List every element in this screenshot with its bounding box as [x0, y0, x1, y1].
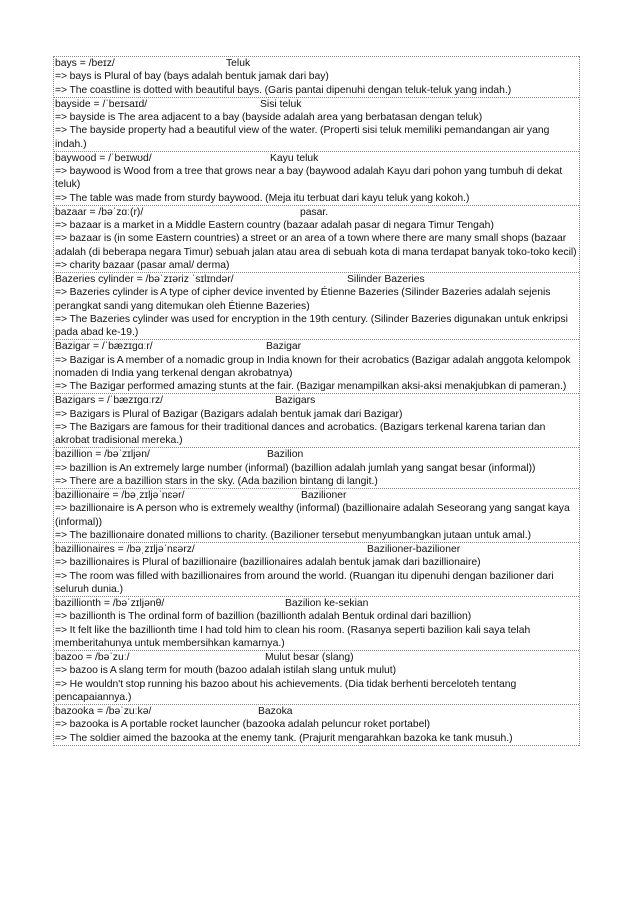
entry-example: => The bazillionaire donated millions to charity. (Bazilioner tersebut menyumbangkan jutaan untuk amal.) — [55, 529, 532, 541]
entry-translation: Teluk — [226, 58, 251, 69]
entry-term: Bazigar = /ˈbæzɪɡɑːr/ — [55, 341, 153, 353]
entry-term: bazillionth = /bəˈzɪljənθ/ — [55, 598, 165, 609]
entry-term: bazillion = /bəˈzɪljən/ — [55, 449, 150, 461]
dictionary-entry — [54, 447, 579, 488]
dictionary-entry — [54, 339, 579, 393]
dictionary-entry — [54, 272, 579, 339]
entry-term: Bazigars = /ˈbæzɪɡɑːrz/ — [55, 395, 164, 407]
entry-translation: Bazigar — [266, 341, 302, 353]
entry-definition: => bazillionaire is A person who is extremely wealthy (informal) (bazillionaire adalah Seseorang yang sangat kaya (informal)) — [55, 503, 570, 528]
dictionary-entry — [54, 56, 579, 97]
entry-translation: Bazoka — [258, 706, 293, 717]
entry-example: => The Bazigars are famous for their traditional dances and acrobatics. (Bazigars terkenal karena tarian dan akrobat tradisional mereka.) — [55, 421, 546, 446]
entry-example: => bazaar is (in some Eastern countries) a street or an area of a town where there are many small shops (bazaar adalah (di beberapa negara Timur) sebuah jalan atau area di sebuah kota di mana terdapat banyak toko-toko kecil) — [55, 233, 577, 258]
entry-term: bazillionaire = /bəˌzɪljəˈnɛər/ — [55, 490, 185, 501]
entry-example: => He wouldn't stop running his bazoo about his achievements. (Dia tidak berhenti berceloteh tentang pencapaiannya.) — [55, 678, 517, 703]
entry-term: bayside = /ˈbeɪsaɪd/ — [55, 98, 148, 110]
dictionary-entry — [54, 393, 579, 447]
entry-example: => There are a bazillion stars in the sky. (Ada bazilion bintang di langit.) — [55, 475, 378, 487]
entry-translation: Bazilion — [267, 449, 304, 461]
entry-definition: => bazoo is A slang term for mouth (bazoo adalah istilah slang untuk mulut) — [55, 665, 397, 677]
entry-definition: => Bazeries cylinder is A type of cipher device invented by Étienne Bazeries (Silinder Bazeries adalah sejenis perangkat sandi yang ditemukan oleh Étienne Bazeries) — [55, 287, 551, 312]
entry-header — [55, 597, 579, 610]
entry-translation: Bazilioner — [301, 490, 347, 501]
dictionary-entry — [54, 596, 579, 650]
entry-translation: Mulut besar (slang) — [265, 652, 354, 663]
entry-term: baywood = /ˈbeɪwʊd/ — [55, 152, 152, 164]
entry-term: Bazeries cylinder = /bəˈzɪəriz ˈsɪlɪndər/ — [55, 274, 234, 285]
entry-definition: => Bazigars is Plural of Bazigar (Bazigars adalah bentuk jamak dari Bazigar) — [55, 408, 403, 420]
entry-term: bazooka = /bəˈzuːkə/ — [55, 706, 152, 717]
entry-header — [55, 98, 579, 111]
entry-header — [55, 448, 579, 461]
entry-example: => charity bazaar (pasar amal/ derma) — [55, 259, 230, 271]
entry-header — [55, 489, 579, 502]
entry-definition: => baywood is Wood from a tree that grows near a bay (baywood adalah Kayu dari pohon yang tumbuh di dekat teluk) — [55, 166, 563, 191]
entry-translation: Sisi teluk — [260, 98, 302, 110]
entry-definition: => Bazigar is A member of a nomadic group in India known for their acrobatics (Bazigar adalah anggota kelompok nomaden di India yang terkenal dengan akrobatnya) — [55, 354, 571, 379]
entry-header — [55, 651, 579, 664]
entry-header — [55, 152, 579, 165]
entry-translation: pasar. — [300, 206, 329, 218]
entry-translation: Bazilioner-bazilioner — [367, 544, 461, 555]
entry-definition: => bayside is The area adjacent to a bay (bayside adalah area yang berbatasan dengan teluk) — [55, 112, 483, 123]
entry-definition: => bazaar is a market in a Middle Eastern country (bazaar adalah pasar di negara Timur Tengah) — [55, 220, 494, 231]
dictionary-entry — [54, 205, 579, 272]
entry-translation: Bazigars — [275, 395, 316, 407]
entry-translation: Bazilion ke-sekian — [285, 598, 369, 609]
dictionary-entry — [54, 650, 579, 704]
entry-example: => The table was made from sturdy baywood. (Meja itu terbuat dari kayu teluk yang kokoh.) — [55, 192, 470, 204]
entry-example: => It felt like the bazillionth time I had told him to clean his room. (Rasanya seperti bazilion kali saya telah memberitahunya untuk membersihkan kamarnya.) — [55, 624, 531, 649]
entry-example: => The room was filled with bazillionaires from around the world. (Ruangan itu dipenuhi dengan bazilioner dari seluruh dunia.) — [55, 570, 554, 595]
entry-definition: => bazillionth is The ordinal form of bazillion (bazillionth adalah Bentuk ordinal dari bazillion) — [55, 611, 472, 623]
dictionary-entry — [54, 542, 579, 596]
dictionary-entry — [54, 704, 579, 746]
entry-translation: Silinder Bazeries — [347, 274, 425, 285]
entry-header — [55, 340, 579, 353]
dictionary-document — [53, 56, 580, 746]
entry-example: => The coastline is dotted with beautiful bays. (Garis pantai dipenuhi dengan teluk-teluk yang indah.) — [55, 84, 512, 96]
entry-example: => The Bazeries cylinder was used for encryption in the 19th century. (Silinder Bazeries digunakan untuk enkripsi pada abad ke-19.) — [55, 313, 568, 338]
entry-header — [55, 57, 579, 70]
dictionary-entry — [54, 97, 579, 151]
dictionary-entry — [54, 151, 579, 205]
entry-translation: Kayu teluk — [270, 152, 319, 164]
entry-term: bazillionaires = /bəˌzɪljəˈnɛərz/ — [55, 544, 195, 555]
entry-example: => The bayside property had a beautiful view of the water. (Properti sisi teluk memiliki pemandangan air yang indah.) — [55, 125, 550, 150]
entry-example: => The soldier aimed the bazooka at the enemy tank. (Prajurit mengarahkan bazoka ke tank musuh.) — [55, 732, 513, 744]
entry-definition: => bazillion is An extremely large number (informal) (bazillion adalah jumlah yang sangat besar (informal)) — [55, 462, 536, 474]
entry-definition: => bays is Plural of bay (bays adalah bentuk jamak dari bay) — [55, 71, 329, 83]
entry-term: bazoo = /bəˈzuː/ — [55, 652, 130, 663]
entry-term: bays = /beɪz/ — [55, 58, 115, 69]
entry-definition: => bazooka is A portable rocket launcher (bazooka adalah peluncur roket portabel) — [55, 719, 431, 731]
entry-term: bazaar = /bəˈzɑː(r)/ — [55, 206, 144, 218]
entry-header — [55, 543, 579, 556]
entry-header — [55, 394, 579, 407]
entry-header — [55, 206, 579, 219]
entry-header — [55, 273, 579, 286]
dictionary-entry — [54, 488, 579, 542]
entry-definition: => bazillionaires is Plural of bazillionaire (bazillionaires adalah bentuk jamak dari bazillionaire) — [55, 557, 481, 569]
entry-header — [55, 705, 579, 718]
entry-example: => The Bazigar performed amazing stunts at the fair. (Bazigar menampilkan aksi-aksi menakjubkan di pameran.) — [55, 381, 567, 392]
